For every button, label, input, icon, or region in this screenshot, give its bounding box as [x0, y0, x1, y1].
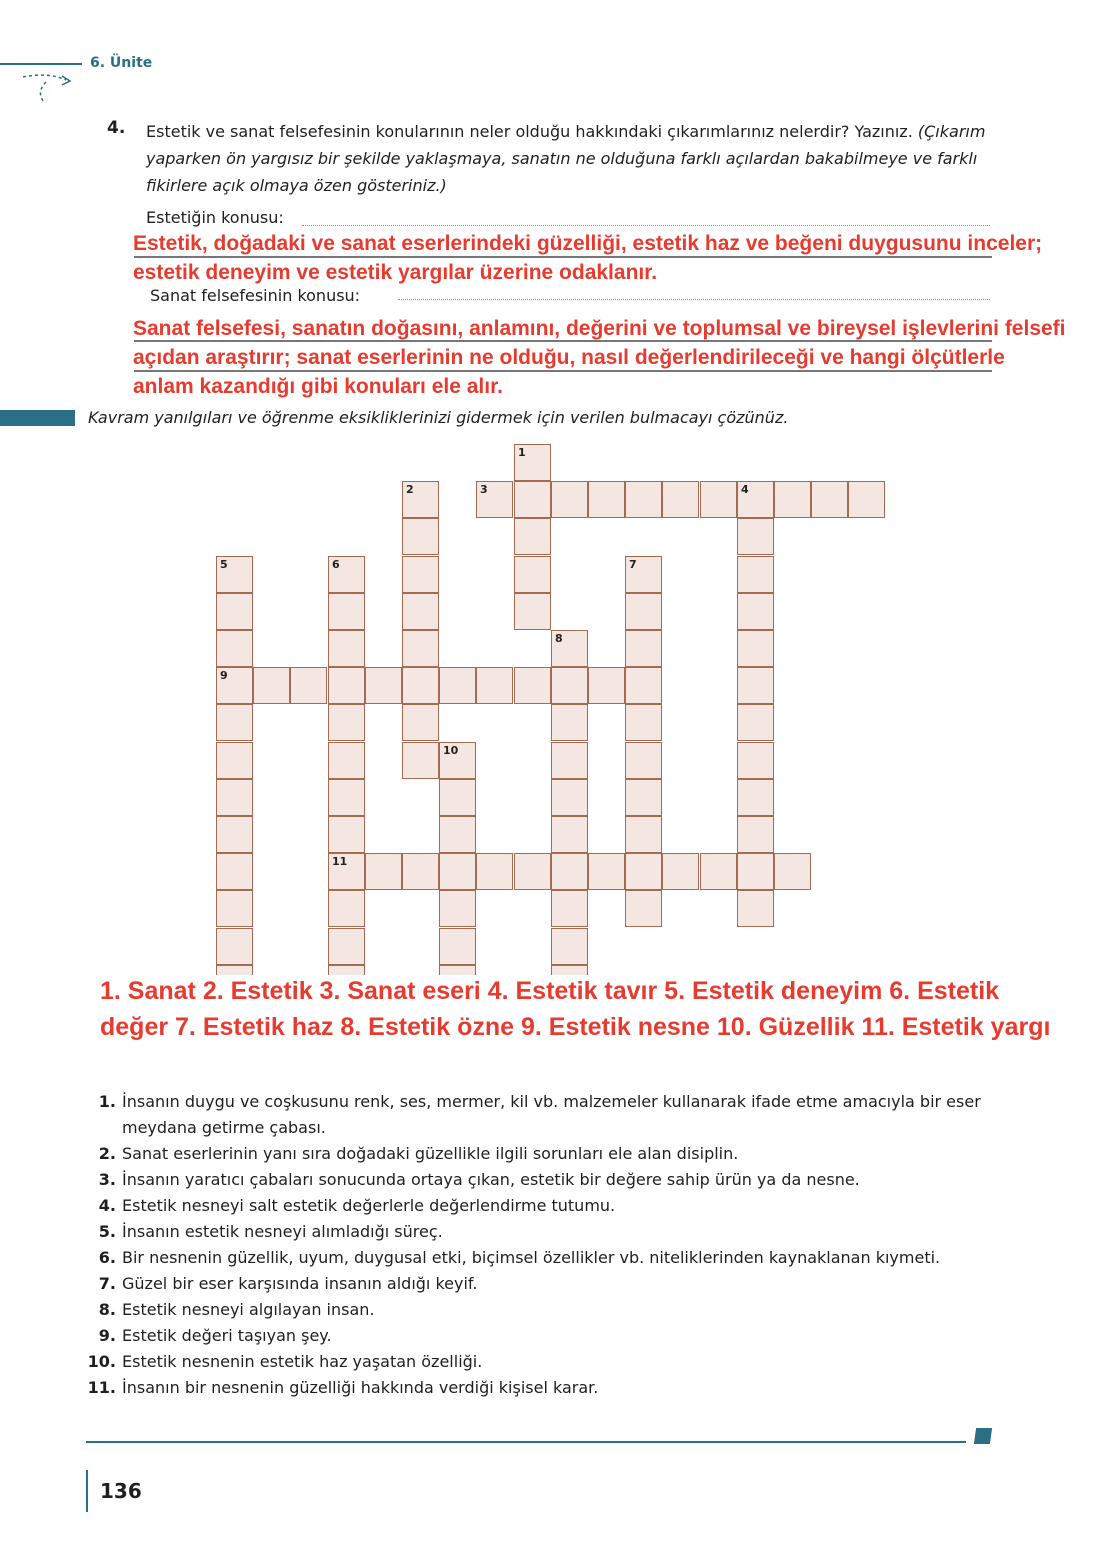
- instruction-text: Kavram yanılgıları ve öğrenme eksikliklerinizi gidermek için verilen bulmacayı çözünüz.: [88, 408, 789, 427]
- clue-text: Sanat eserlerinin yanı sıra doğadaki güzellikle ilgili sorunları ele alan disiplin.: [122, 1144, 739, 1163]
- clue-number: 2.: [98, 1144, 116, 1163]
- crossword-cell[interactable]: [737, 704, 774, 741]
- crossword-cell[interactable]: [216, 779, 253, 816]
- clue-item: [80, 1297, 1020, 1323]
- crossword-cell[interactable]: [216, 928, 253, 965]
- crossword-cell[interactable]: [514, 667, 551, 704]
- crossword-cell[interactable]: [737, 556, 774, 593]
- crossword-cell[interactable]: [588, 481, 625, 518]
- crossword-cell[interactable]: [551, 779, 588, 816]
- crossword-cell[interactable]: [253, 667, 290, 704]
- crossword-cell[interactable]: [737, 779, 774, 816]
- clue-list: [80, 1089, 1020, 1401]
- crossword-cell[interactable]: [551, 667, 588, 704]
- clue-number: 4.: [98, 1196, 116, 1215]
- question-write: Yazınız.: [854, 122, 913, 141]
- clue-text: Bir nesnenin güzellik, uyum, duygusal etki, biçimsel özellikler vb. niteliklerinden kaynaklanan kıymeti.: [122, 1248, 941, 1267]
- field1-label: Estetiğin konusu:: [146, 208, 284, 227]
- crossword-cell[interactable]: [328, 890, 365, 927]
- crossword-cell[interactable]: [402, 704, 439, 741]
- crossword-cell[interactable]: [439, 928, 476, 965]
- crossword-cell[interactable]: [662, 481, 699, 518]
- clue-text: Estetik nesnenin estetik haz yaşatan özelliği.: [122, 1352, 483, 1371]
- crossword-cell[interactable]: [737, 853, 774, 890]
- crossword-cell-number: 10: [443, 744, 459, 757]
- crossword-cell[interactable]: [439, 816, 476, 853]
- clue-item: [80, 1349, 1020, 1375]
- clue-item: [80, 1193, 1020, 1219]
- crossword-cell[interactable]: [439, 853, 476, 890]
- crossword-cell[interactable]: [402, 742, 439, 779]
- clue-number: 11.: [87, 1378, 116, 1397]
- crossword-cell[interactable]: [811, 481, 848, 518]
- clue-item: [80, 1375, 1020, 1401]
- crossword-cell[interactable]: [625, 593, 662, 630]
- crossword-cell[interactable]: [625, 853, 662, 890]
- crossword-cell-number: 2: [406, 483, 414, 496]
- crossword-cell[interactable]: [551, 742, 588, 779]
- clue-number: 7.: [98, 1274, 116, 1293]
- crossword-cell[interactable]: [328, 630, 365, 667]
- crossword-cell[interactable]: [328, 704, 365, 741]
- crossword-cell[interactable]: [514, 853, 551, 890]
- crossword-cell[interactable]: [551, 630, 588, 667]
- clue-number: 9.: [98, 1326, 116, 1345]
- clue-item: [80, 1167, 1020, 1193]
- clue-number: 8.: [98, 1300, 116, 1319]
- crossword-cell[interactable]: [625, 742, 662, 779]
- crossword-cell[interactable]: [848, 481, 885, 518]
- crossword-cell[interactable]: [402, 853, 439, 890]
- crossword-cell-number: 8: [555, 632, 563, 645]
- crossword-cell[interactable]: [439, 742, 476, 779]
- crossword-cell[interactable]: [290, 667, 327, 704]
- clue-item: [80, 1141, 1020, 1167]
- crossword-cell[interactable]: [476, 667, 513, 704]
- crossword-cell-number: 11: [332, 855, 348, 868]
- crossword-cell[interactable]: [216, 890, 253, 927]
- crossword-cell[interactable]: [625, 779, 662, 816]
- crossword-cell[interactable]: [328, 556, 365, 593]
- crossword-cell[interactable]: [514, 556, 551, 593]
- crossword-cell[interactable]: [737, 518, 774, 555]
- crossword-cell[interactable]: [551, 890, 588, 927]
- field2-label: Sanat felsefesinin konusu:: [150, 286, 361, 305]
- clue-item: [80, 1245, 1020, 1271]
- crossword-cell[interactable]: [328, 853, 365, 890]
- footer-marker: [974, 1428, 992, 1444]
- crossword-cell[interactable]: [551, 853, 588, 890]
- crossword-cell[interactable]: [402, 481, 439, 518]
- clue-text: Estetik değeri taşıyan şey.: [122, 1326, 332, 1345]
- crossword-cell-number: 9: [220, 669, 228, 682]
- crossword-cell[interactable]: [328, 667, 365, 704]
- clue-text: İnsanın bir nesnenin güzelliği hakkında verdiği kişisel karar.: [122, 1378, 599, 1397]
- crossword-cell-number: 5: [220, 558, 228, 571]
- crossword-cell[interactable]: [774, 853, 811, 890]
- crossword-cell[interactable]: [625, 704, 662, 741]
- crossword-cell[interactable]: [625, 630, 662, 667]
- crossword-cell[interactable]: [625, 890, 662, 927]
- crossword-cell[interactable]: [514, 481, 551, 518]
- clue-number: 3.: [98, 1170, 116, 1189]
- crossword-cell-number: 3: [480, 483, 488, 496]
- crossword-cell[interactable]: [402, 556, 439, 593]
- crossword-cell[interactable]: [700, 853, 737, 890]
- crossword-cell[interactable]: [774, 481, 811, 518]
- question-note: (Çıkarım yaparken ön yargısız bir şekilde yaklaşmaya, sanatın ne olduğuna farklı açılardan bakabilmeye ve farklı fikirlere açık olmaya özen gösteriniz.): [146, 122, 986, 195]
- clue-item: [80, 1219, 1020, 1245]
- clue-item: [80, 1271, 1020, 1297]
- field2-answer: Sanat felsefesi, sanatın doğasını, anlamını, değerini ve toplumsal ve bireysel işlevlerini felsefi açıdan araştırır; sanat eserlerinin ne olduğu, nasıl değerlendirileceği ve hangi ölçütlerle anlam kazandığı gibi konuları ele alır.: [133, 317, 1066, 398]
- crossword-cell[interactable]: [216, 853, 253, 890]
- crossword-cell[interactable]: [402, 518, 439, 555]
- crossword-cell-number: 4: [741, 483, 749, 496]
- page-number-bar: [86, 1470, 88, 1512]
- crossword-cell[interactable]: [625, 556, 662, 593]
- clue-number: 6.: [98, 1248, 116, 1267]
- crossword-cell[interactable]: [439, 779, 476, 816]
- clue-text: İnsanın duygu ve coşkusunu renk, ses, mermer, kil vb. malzemeler kullanarak ifade etme amacıyla bir eser meydana getirme çabası.: [122, 1092, 981, 1137]
- crossword-cell-number: 1: [518, 446, 526, 459]
- page-number: 136: [100, 1479, 142, 1503]
- crossword-cell[interactable]: [737, 630, 774, 667]
- clue-number: 10.: [87, 1352, 116, 1371]
- question-number: 4.: [107, 118, 126, 138]
- crossword-cell[interactable]: [700, 481, 737, 518]
- footer-line: [86, 1441, 966, 1443]
- crossword-cell[interactable]: [216, 667, 253, 704]
- crossword-cell[interactable]: [625, 816, 662, 853]
- clue-text: İnsanın yaratıcı çabaları sonucunda ortaya çıkan, estetik bir değere sahip ürün ya da nesne.: [122, 1170, 860, 1189]
- clue-text: Estetik nesneyi salt estetik değerlerle değerlendirme tutumu.: [122, 1196, 616, 1215]
- question-prompt: Estetik ve sanat felsefesinin konularının neler olduğu hakkındaki çıkarımlarınız nelerdir?: [146, 122, 850, 141]
- crossword-cell[interactable]: [216, 630, 253, 667]
- crossword-cell[interactable]: [625, 667, 662, 704]
- crossword-cell[interactable]: [737, 816, 774, 853]
- field1-answer: Estetik, doğadaki ve sanat eserlerindeki güzelliği, estetik haz ve beğeni duygusunu inceler; estetik deneyim ve estetik yargılar üzerine odaklanır.: [133, 232, 1043, 284]
- crossword-cell[interactable]: [737, 593, 774, 630]
- crossword-cell[interactable]: [439, 667, 476, 704]
- crossword-cell[interactable]: [328, 593, 365, 630]
- crossword-cell[interactable]: [328, 742, 365, 779]
- clue-number: 1.: [98, 1092, 116, 1111]
- crossword-cell[interactable]: [216, 816, 253, 853]
- clue-text: Güzel bir eser karşısında insanın aldığı keyif.: [122, 1274, 478, 1293]
- clue-item: [80, 1323, 1020, 1349]
- crossword-cell[interactable]: [588, 853, 625, 890]
- crossword-cell[interactable]: [588, 667, 625, 704]
- crossword-answers: 1. Sanat 2. Estetik 3. Sanat eseri 4. Estetik tavır 5. Estetik deneyim 6. Estetik değer 7. Estetik haz 8. Estetik özne 9. Estetik nesne 10. Güzellik 11. Estetik yargı: [100, 977, 1051, 1041]
- crossword-cell[interactable]: [551, 816, 588, 853]
- crossword-cell[interactable]: [439, 890, 476, 927]
- crossword-cell[interactable]: [662, 853, 699, 890]
- crossword-cell[interactable]: [328, 928, 365, 965]
- crossword-cell[interactable]: [514, 593, 551, 630]
- clue-item: [80, 1089, 1020, 1141]
- unit-label: 6. Ünite: [90, 55, 153, 71]
- crossword-cell[interactable]: [551, 481, 588, 518]
- clue-text: İnsanın estetik nesneyi alımladığı süreç.: [122, 1222, 443, 1241]
- crossword-cell[interactable]: [551, 928, 588, 965]
- crossword-cell[interactable]: [328, 816, 365, 853]
- crossword-cell[interactable]: [402, 667, 439, 704]
- crossword-cell[interactable]: [737, 742, 774, 779]
- clue-number: 5.: [98, 1222, 116, 1241]
- crossword-cell-number: 6: [332, 558, 340, 571]
- crossword-cell[interactable]: [625, 481, 662, 518]
- crossword-cell[interactable]: [737, 481, 774, 518]
- crossword-cell[interactable]: [216, 556, 253, 593]
- crossword-cell[interactable]: [476, 853, 513, 890]
- crossword-cell[interactable]: [216, 742, 253, 779]
- crossword-cell[interactable]: [737, 667, 774, 704]
- crossword-cell[interactable]: [514, 518, 551, 555]
- crossword-cell[interactable]: [476, 481, 513, 518]
- crossword-cell[interactable]: [402, 593, 439, 630]
- crossword-cell[interactable]: [514, 444, 551, 481]
- crossword-cell[interactable]: [551, 704, 588, 741]
- crossword-cell[interactable]: [737, 890, 774, 927]
- crossword-cell[interactable]: [402, 630, 439, 667]
- crossword-cell[interactable]: [365, 667, 402, 704]
- crossword-cell[interactable]: [216, 593, 253, 630]
- clue-text: Estetik nesneyi algılayan insan.: [122, 1300, 375, 1319]
- crossword-cell[interactable]: [365, 853, 402, 890]
- crossword-cell[interactable]: [328, 779, 365, 816]
- crossword-cell[interactable]: [216, 704, 253, 741]
- crossword-cell-number: 7: [629, 558, 637, 571]
